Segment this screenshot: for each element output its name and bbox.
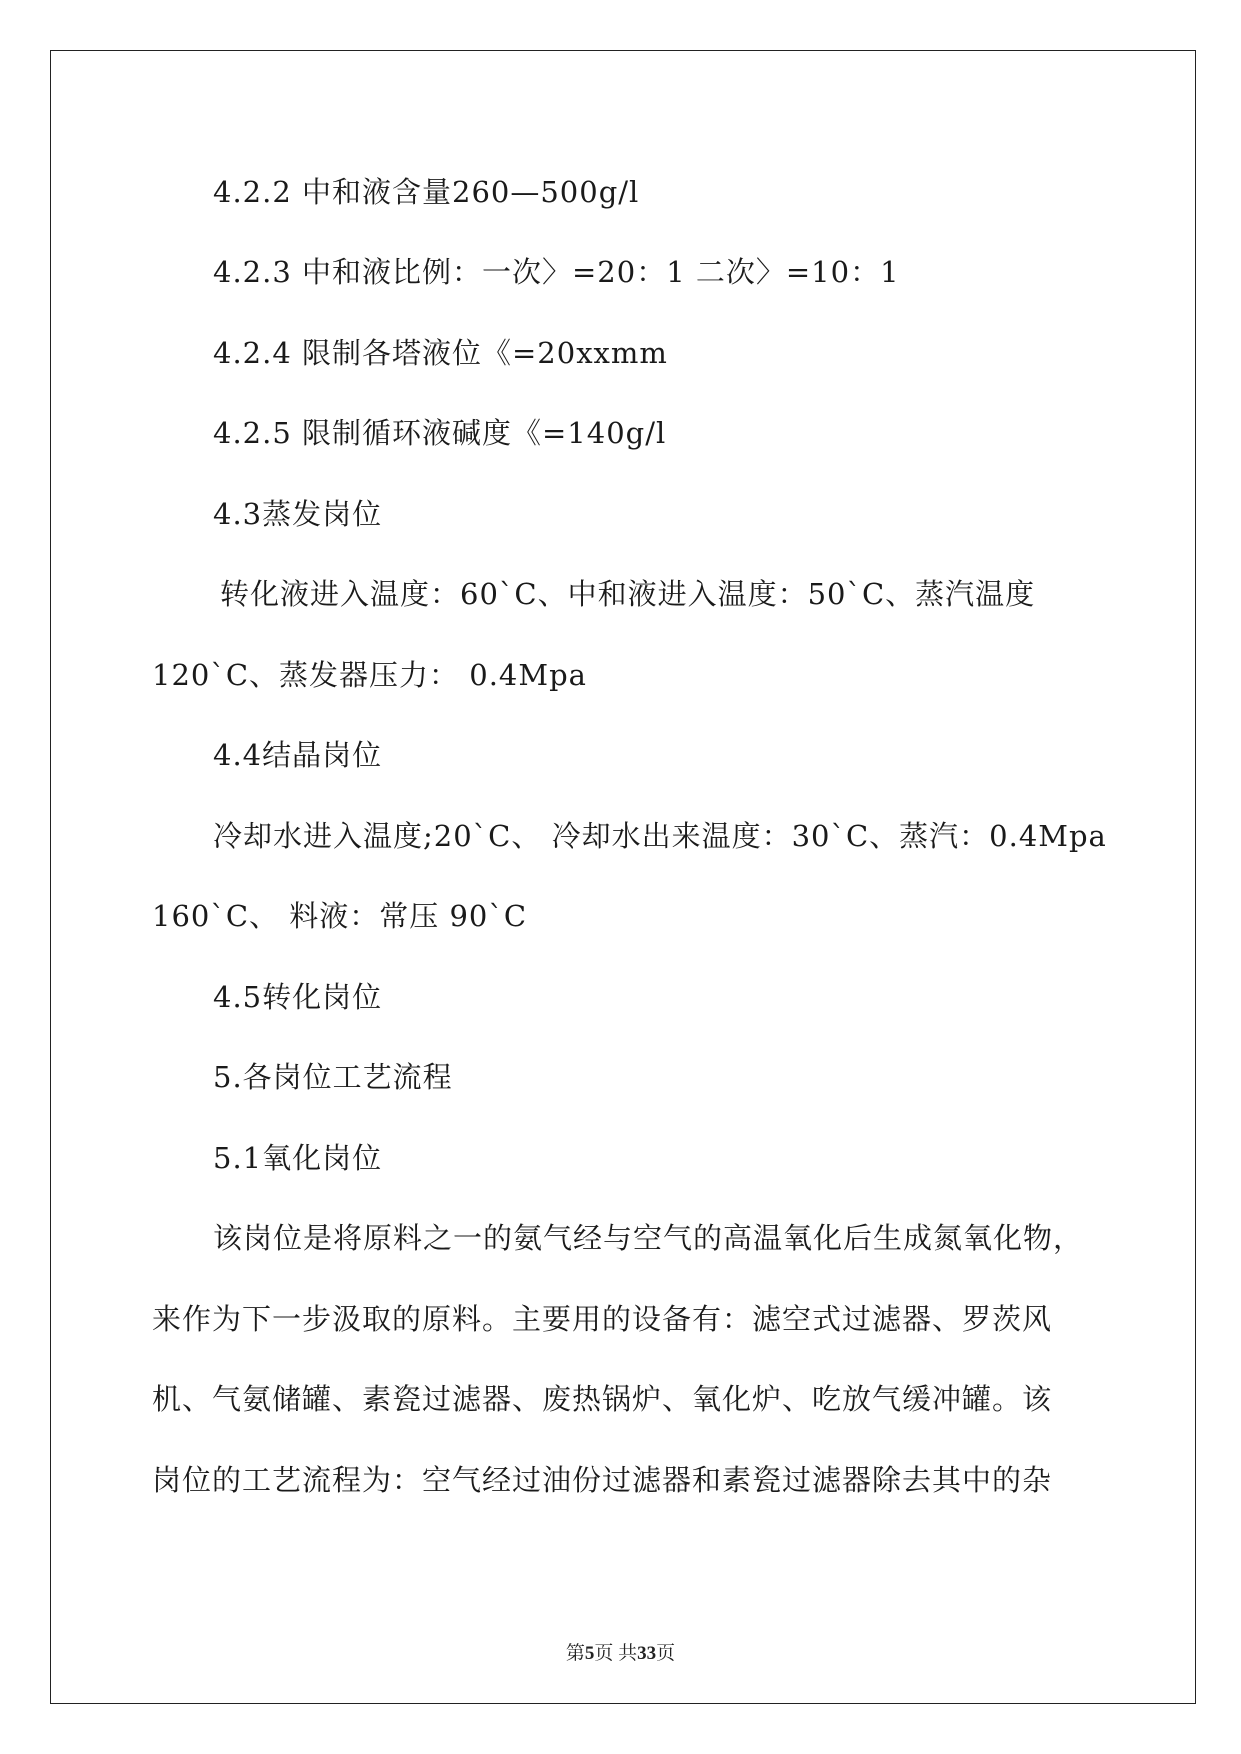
heading-4-4: 4.4结晶岗位 (213, 738, 383, 772)
footer-suffix: 页 (656, 1643, 676, 1664)
heading-5-1: 5.1氧化岗位 (213, 1141, 383, 1175)
paragraph-line: 冷却水进入温度;20`C、 冷却水出来温度：30`C、蒸汽：0.4Mpa (213, 819, 1107, 853)
total-pages-number: 33 (637, 1643, 657, 1664)
paragraph-line: 该岗位是将原料之一的氨气经与空气的高温氧化后生成氮氧化物， (213, 1221, 1084, 1255)
paragraph-line: 来作为下一步汲取的原料。主要用的设备有：滤空式过滤器、罗茨风 (152, 1302, 1053, 1336)
current-page-number: 5 (584, 1643, 595, 1664)
paragraph-line: 120`C、蒸发器压力： 0.4Mpa (152, 658, 587, 692)
heading-4-3: 4.3蒸发岗位 (213, 497, 383, 531)
text-line-4-2-2: 4.2.2 中和液含量260—500g/l (213, 175, 640, 209)
footer-prefix: 第 (565, 1643, 585, 1664)
paragraph-line: 机、气氨储罐、素瓷过滤器、废热锅炉、氧化炉、吃放气缓冲罐。该 (152, 1382, 1053, 1416)
heading-5: 5.各岗位工艺流程 (213, 1060, 453, 1094)
page-footer (0, 1638, 1241, 1665)
footer-mid: 页 共 (594, 1643, 638, 1664)
text-line-4-2-3: 4.2.3 中和液比例：一次〉=20：1 二次〉=10：1 (213, 255, 900, 289)
paragraph-line: 转化液进入温度：60`C、中和液进入温度：50`C、蒸汽温度 (220, 577, 1036, 611)
heading-4-5: 4.5转化岗位 (213, 980, 383, 1014)
paragraph-line: 岗位的工艺流程为：空气经过油份过滤器和素瓷过滤器除去其中的杂 (152, 1463, 1053, 1497)
text-line-4-2-4: 4.2.4 限制各塔液位《=20xxmm (213, 336, 668, 370)
page-border (50, 50, 1196, 1704)
paragraph-line: 160`C、 料液：常压 90`C (152, 899, 528, 933)
text-line-4-2-5: 4.2.5 限制循环液碱度《=140g/l (213, 416, 667, 450)
